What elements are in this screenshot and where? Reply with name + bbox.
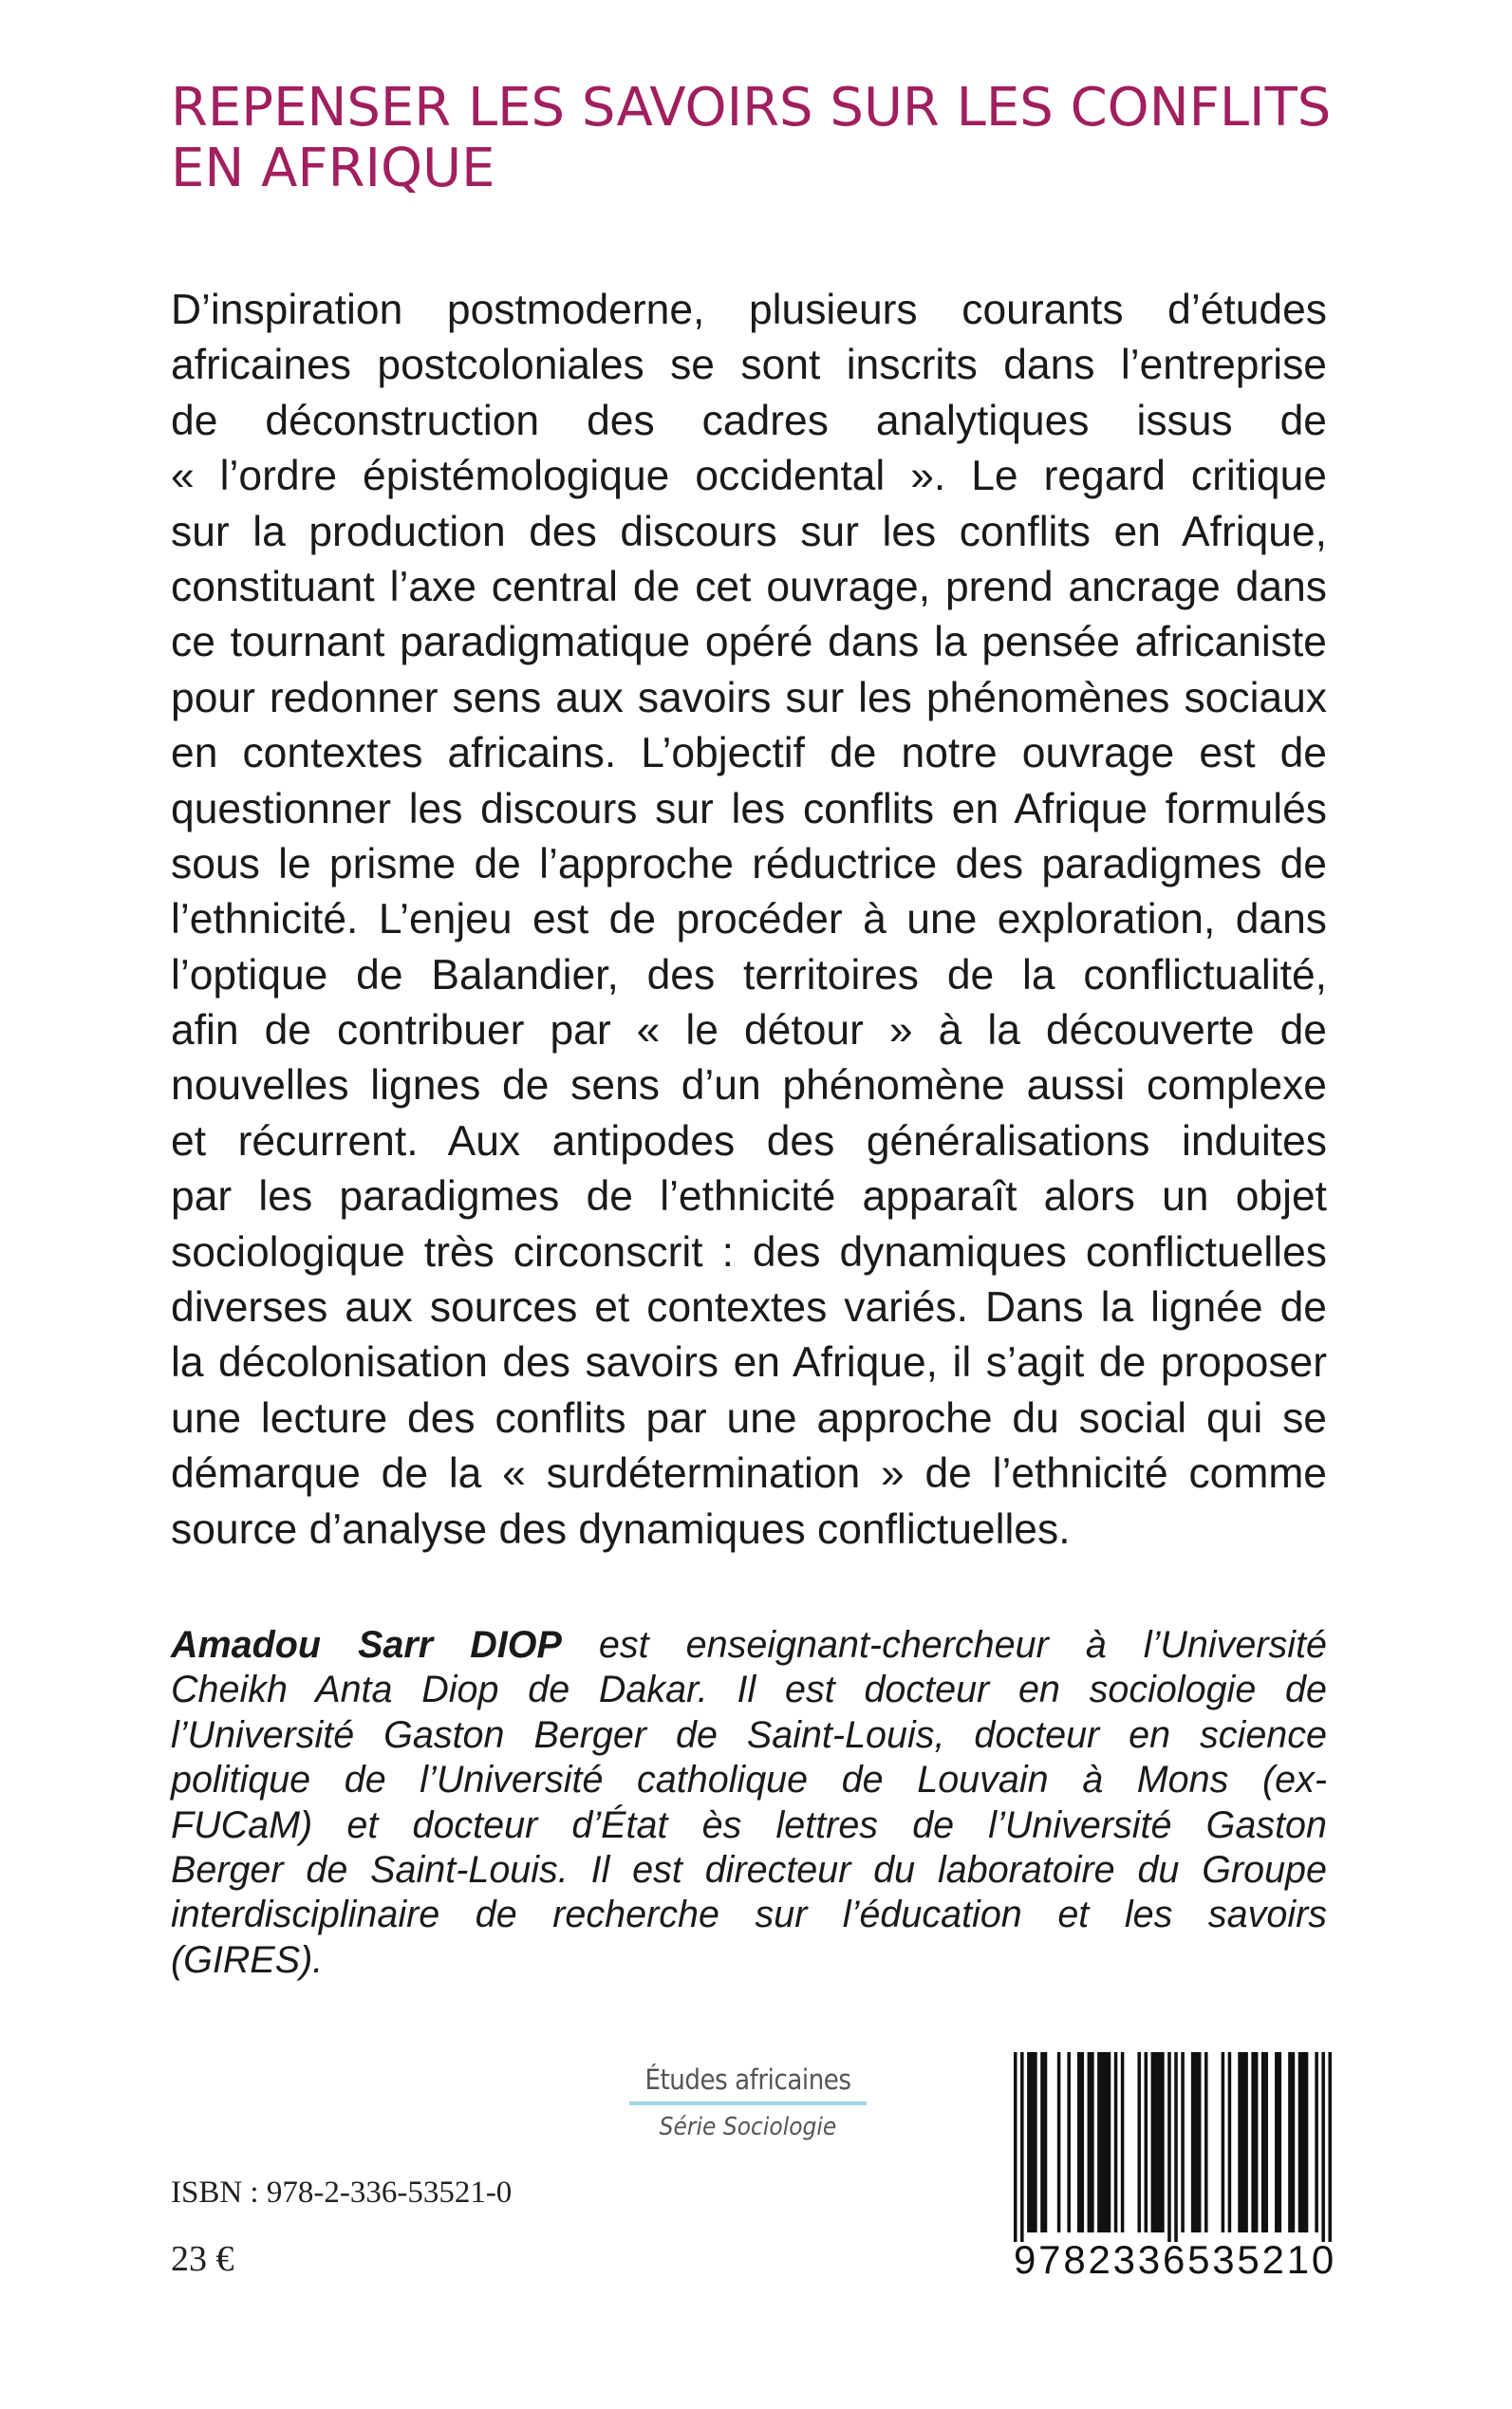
blurb-line: l’optique de Balandier, des territoires de la conflictualité, (171, 951, 1327, 999)
blurb-line: africaines postcoloniales se sont inscrits dans l’entreprise (171, 342, 1327, 389)
bio-line: politique de l’Université catholique de Louvain à Mons (ex- (171, 1759, 1327, 1802)
barcode-bar (1145, 2052, 1148, 2232)
price-label: 23 € (171, 2239, 234, 2279)
barcode-bar (1238, 2052, 1248, 2232)
blurb-line: diverses aux sources et contextes variés. Dans la lignée de (171, 1284, 1327, 1332)
barcode-bar (1191, 2052, 1202, 2232)
series-logo (596, 2062, 900, 2143)
barcode-bar (1167, 2052, 1171, 2242)
barcode-bar (1077, 2052, 1084, 2232)
bio-line: (GIRES). (171, 1938, 324, 1981)
barcode-bar (1275, 2052, 1281, 2232)
barcode-bar (1222, 2052, 1225, 2232)
barcode-bar (1228, 2052, 1232, 2232)
blurb-line: et récurrent. Aux antipodes des généralisations induites (171, 1117, 1327, 1165)
barcode-bar (1328, 2052, 1332, 2242)
series-name: Études africaines (644, 2064, 851, 2096)
barcode-bar (1114, 2052, 1118, 2232)
barcode-bar (1121, 2052, 1125, 2232)
bio-line: interdisciplinaire de recherche sur l’éducation et les savoirs (171, 1894, 1327, 1936)
barcode-bar (1174, 2052, 1178, 2242)
blurb-line: questionner les discours sur les conflits en Afrique formulés (171, 785, 1327, 832)
barcode-bar (1067, 2052, 1071, 2232)
barcode-bar (1151, 2052, 1165, 2232)
barcode-bar (1181, 2052, 1185, 2232)
blurb-line: « l’ordre épistémologique occidental ». Le regard critique (171, 453, 1327, 500)
bio-first-line-rest: est enseignant-chercheur à l’Université (561, 1624, 1328, 1666)
author-bio (171, 1623, 1327, 1983)
barcode-bar (1288, 2052, 1295, 2232)
blurb-line: constituant l’axe central de cet ouvrage, prend ancrage dans (171, 563, 1327, 610)
barcode (1014, 2052, 1337, 2299)
blurb-line: sociologique très circonscrit : des dynamiques conflictuelles (171, 1228, 1327, 1276)
blurb-line: afin de contribuer par « le détour » à la découverte de (171, 1007, 1327, 1055)
blurb-line: pour redonner sens aux savoirs sur les phénomènes sociaux (171, 674, 1327, 721)
barcode-bar (1298, 2052, 1309, 2232)
blurb-line: de déconstruction des cadres analytiques issus de (171, 397, 1327, 444)
blurb-line: source d’analyse des dynamiques conflictuelles. (171, 1505, 1071, 1553)
blurb-line: la décolonisation des savoirs en Afrique, il s’agit de proposer (171, 1339, 1327, 1387)
barcode-bar (1027, 2052, 1037, 2232)
bio-line: Cheikh Anta Diop de Dakar. Il est docteur en sociologie de (171, 1669, 1327, 1711)
blurb-line: D’inspiration postmoderne, plusieurs courants d’études (171, 287, 1327, 333)
barcode-bars (1014, 2052, 1332, 2242)
bio-line: Berger de Saint-Louis. Il est directeur du laboratoire du Groupe (171, 1848, 1327, 1891)
bio-line: l’Université Gaston Berger de Saint-Louis, docteur en science (171, 1713, 1327, 1756)
bio-line (171, 1623, 1327, 1668)
blurb-line: sur la production des discours sur les conflits en Afrique, (171, 508, 1327, 555)
barcode-bar (1315, 2052, 1318, 2232)
barcode-digits: 9782336535210 (1014, 2237, 1337, 2282)
book-title (171, 78, 1357, 199)
barcode-bar (1137, 2052, 1141, 2232)
blurb-line: l’ethnicité. L’enjeu est de procéder à une exploration, dans (171, 896, 1327, 943)
barcode-bar (1014, 2052, 1017, 2242)
series-divider (629, 2101, 867, 2105)
barcode-bar (1088, 2052, 1094, 2232)
back-cover-blurb (171, 283, 1327, 1558)
barcode-bar (1020, 2052, 1024, 2242)
blurb-line: une lecture des conflits par une approche du social qui se (171, 1394, 1327, 1442)
barcode-bar (1251, 2052, 1258, 2232)
blurb-line: sous le prisme de l’approche réductrice des paradigmes de (171, 840, 1327, 887)
barcode-bar (1057, 2052, 1061, 2232)
blurb-line: par les paradigmes de l’ethnicité apparaît alors un objet (171, 1173, 1327, 1221)
book-title-line-1: REPENSER LES SAVOIRS SUR LES CONFLITS (171, 77, 1332, 139)
barcode-bar (1040, 2052, 1047, 2232)
barcode-bar (1097, 2052, 1111, 2232)
barcode-bar (1261, 2052, 1268, 2232)
blurb-line: ce tournant paradigmatique opéré dans la pensée africaniste (171, 619, 1327, 666)
book-title-line-2: EN AFRIQUE (171, 138, 495, 199)
blurb-line: nouvelles lignes de sens d’un phénomène aussi complexe (171, 1062, 1327, 1110)
author-name: Amadou Sarr DIOP (171, 1624, 562, 1666)
blurb-line: démarque de la « surdétermination » de l’ethnicité comme (171, 1450, 1327, 1498)
barcode-bar (1321, 2052, 1325, 2242)
series-subtitle: Série Sociologie (659, 2113, 837, 2141)
isbn-label: ISBN : 978-2-336-53521-0 (171, 2176, 513, 2210)
bio-line: FUCaM) et docteur d’État ès lettres de l’Université Gaston (171, 1803, 1327, 1846)
barcode-bar (1204, 2052, 1208, 2232)
blurb-line: en contextes africains. L’objectif de notre ouvrage est de (171, 730, 1327, 777)
